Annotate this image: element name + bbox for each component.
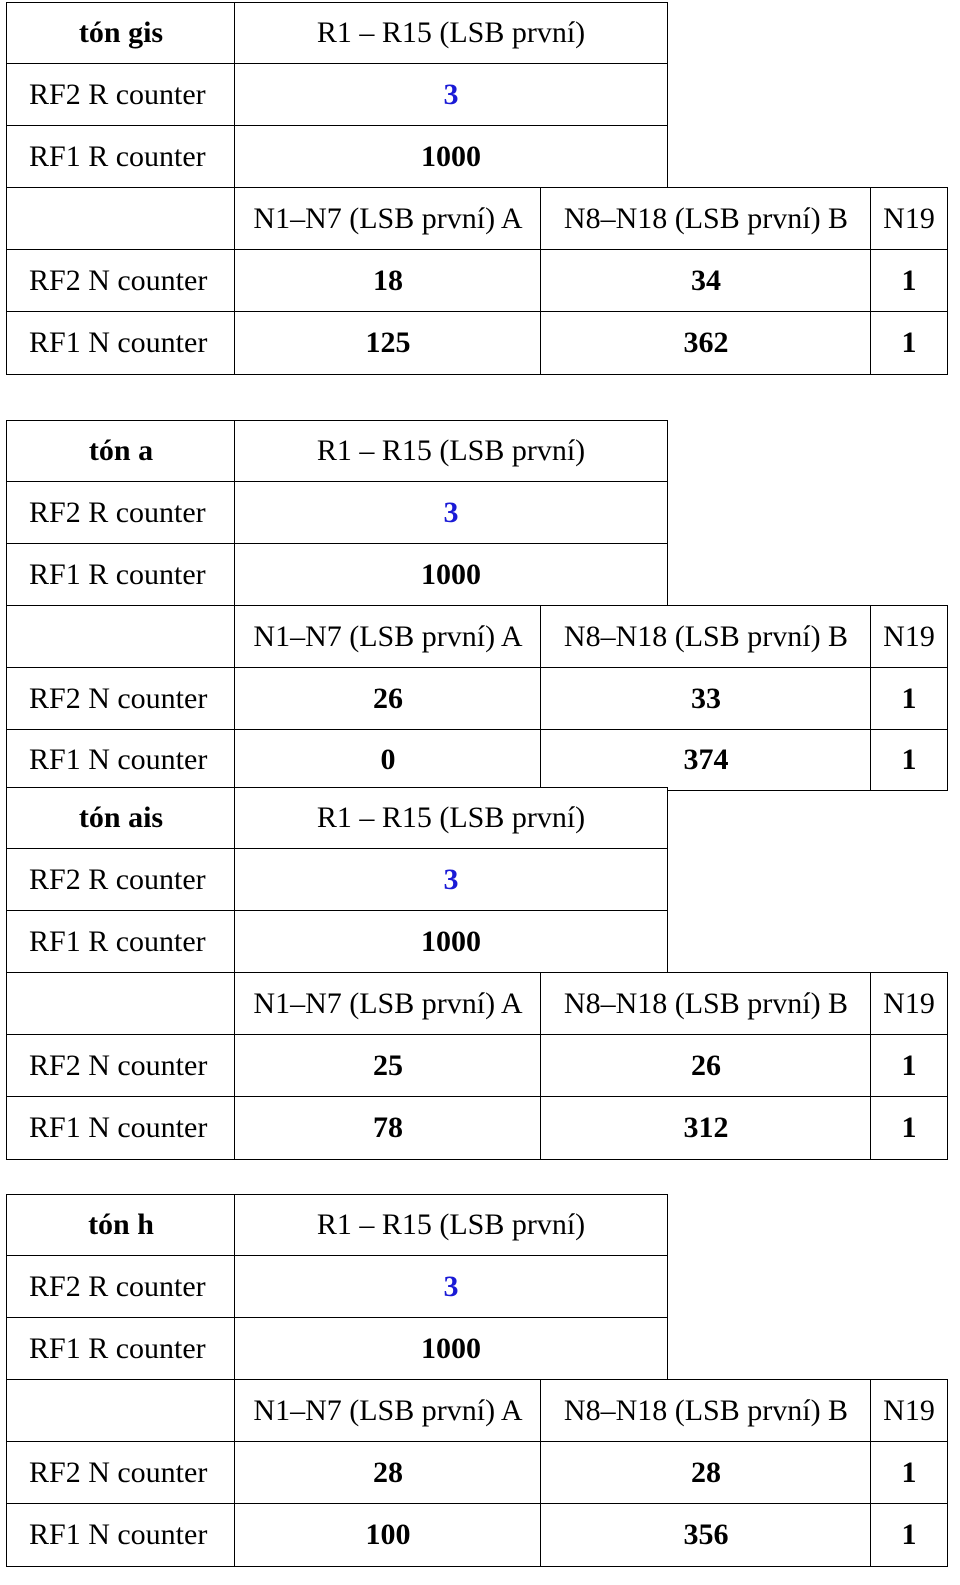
tone-table-a <box>0 420 960 800</box>
n-a-header: N1–N7 (LSB první) A <box>234 187 542 250</box>
rf1-n-label: RF1 N counter <box>6 311 236 375</box>
rf1-r-label: RF1 R counter <box>6 1317 236 1380</box>
rf2-r-label: RF2 R counter <box>6 848 236 911</box>
n-a-header: N1–N7 (LSB první) A <box>234 1379 542 1442</box>
rf2-r-label: RF2 R counter <box>6 63 236 126</box>
rf2-n-19: 1 <box>870 249 948 312</box>
rf2-n-19: 1 <box>870 1441 948 1504</box>
tone-label: tón gis <box>6 2 236 64</box>
r-range-header: R1 – R15 (LSB první) <box>234 420 668 482</box>
rf1-r-value: 1000 <box>234 910 668 973</box>
rf1-n-19: 1 <box>870 311 948 375</box>
rf1-r-label: RF1 R counter <box>6 125 236 188</box>
tone-table-gis <box>0 2 960 382</box>
rf2-r-value: 3 <box>234 63 668 126</box>
n-b-header: N8–N18 (LSB první) B <box>540 187 872 250</box>
rf2-n-b: 33 <box>540 667 872 730</box>
rf1-r-label: RF1 R counter <box>6 910 236 973</box>
tone-table-ais <box>0 787 960 1167</box>
n-b-header: N8–N18 (LSB první) B <box>540 605 872 668</box>
n-header-empty <box>6 187 236 250</box>
rf2-n-a: 18 <box>234 249 542 312</box>
rf1-n-a: 125 <box>234 311 542 375</box>
rf1-n-label: RF1 N counter <box>6 1503 236 1567</box>
rf1-n-19: 1 <box>870 1503 948 1567</box>
rf2-n-a: 28 <box>234 1441 542 1504</box>
rf2-n-a: 25 <box>234 1034 542 1097</box>
rf1-n-label: RF1 N counter <box>6 1096 236 1160</box>
rf1-n-19: 1 <box>870 729 948 791</box>
n-header-empty <box>6 1379 236 1442</box>
rf2-r-value: 3 <box>234 481 668 544</box>
rf1-r-value: 1000 <box>234 1317 668 1380</box>
rf2-r-value: 3 <box>234 1255 668 1318</box>
rf1-n-b: 374 <box>540 729 872 791</box>
rf2-n-a: 26 <box>234 667 542 730</box>
rf1-r-value: 1000 <box>234 543 668 606</box>
rf1-r-label: RF1 R counter <box>6 543 236 606</box>
rf2-n-label: RF2 N counter <box>6 1034 236 1097</box>
r-range-header: R1 – R15 (LSB první) <box>234 1194 668 1256</box>
n-b-header: N8–N18 (LSB první) B <box>540 1379 872 1442</box>
n19-header: N19 <box>870 605 948 668</box>
rf1-n-b: 362 <box>540 311 872 375</box>
rf2-n-19: 1 <box>870 1034 948 1097</box>
rf1-n-b: 356 <box>540 1503 872 1567</box>
rf2-n-b: 26 <box>540 1034 872 1097</box>
rf2-n-label: RF2 N counter <box>6 667 236 730</box>
rf2-r-label: RF2 R counter <box>6 481 236 544</box>
n-header-empty <box>6 605 236 668</box>
tone-label: tón a <box>6 420 236 482</box>
rf1-n-a: 78 <box>234 1096 542 1160</box>
rf1-n-19: 1 <box>870 1096 948 1160</box>
tone-table-h <box>0 1194 960 1574</box>
rf1-r-value: 1000 <box>234 125 668 188</box>
n19-header: N19 <box>870 1379 948 1442</box>
rf1-n-label: RF1 N counter <box>6 729 236 791</box>
n-header-empty <box>6 972 236 1035</box>
n-b-header: N8–N18 (LSB první) B <box>540 972 872 1035</box>
rf2-r-value: 3 <box>234 848 668 911</box>
rf2-n-b: 28 <box>540 1441 872 1504</box>
n19-header: N19 <box>870 187 948 250</box>
rf1-n-a: 0 <box>234 729 542 791</box>
rf2-n-19: 1 <box>870 667 948 730</box>
rf2-n-label: RF2 N counter <box>6 249 236 312</box>
n19-header: N19 <box>870 972 948 1035</box>
rf2-n-b: 34 <box>540 249 872 312</box>
n-a-header: N1–N7 (LSB první) A <box>234 605 542 668</box>
r-range-header: R1 – R15 (LSB první) <box>234 787 668 849</box>
r-range-header: R1 – R15 (LSB první) <box>234 2 668 64</box>
tone-label: tón h <box>6 1194 236 1256</box>
tone-label: tón ais <box>6 787 236 849</box>
rf2-r-label: RF2 R counter <box>6 1255 236 1318</box>
rf1-n-b: 312 <box>540 1096 872 1160</box>
rf1-n-a: 100 <box>234 1503 542 1567</box>
n-a-header: N1–N7 (LSB první) A <box>234 972 542 1035</box>
rf2-n-label: RF2 N counter <box>6 1441 236 1504</box>
